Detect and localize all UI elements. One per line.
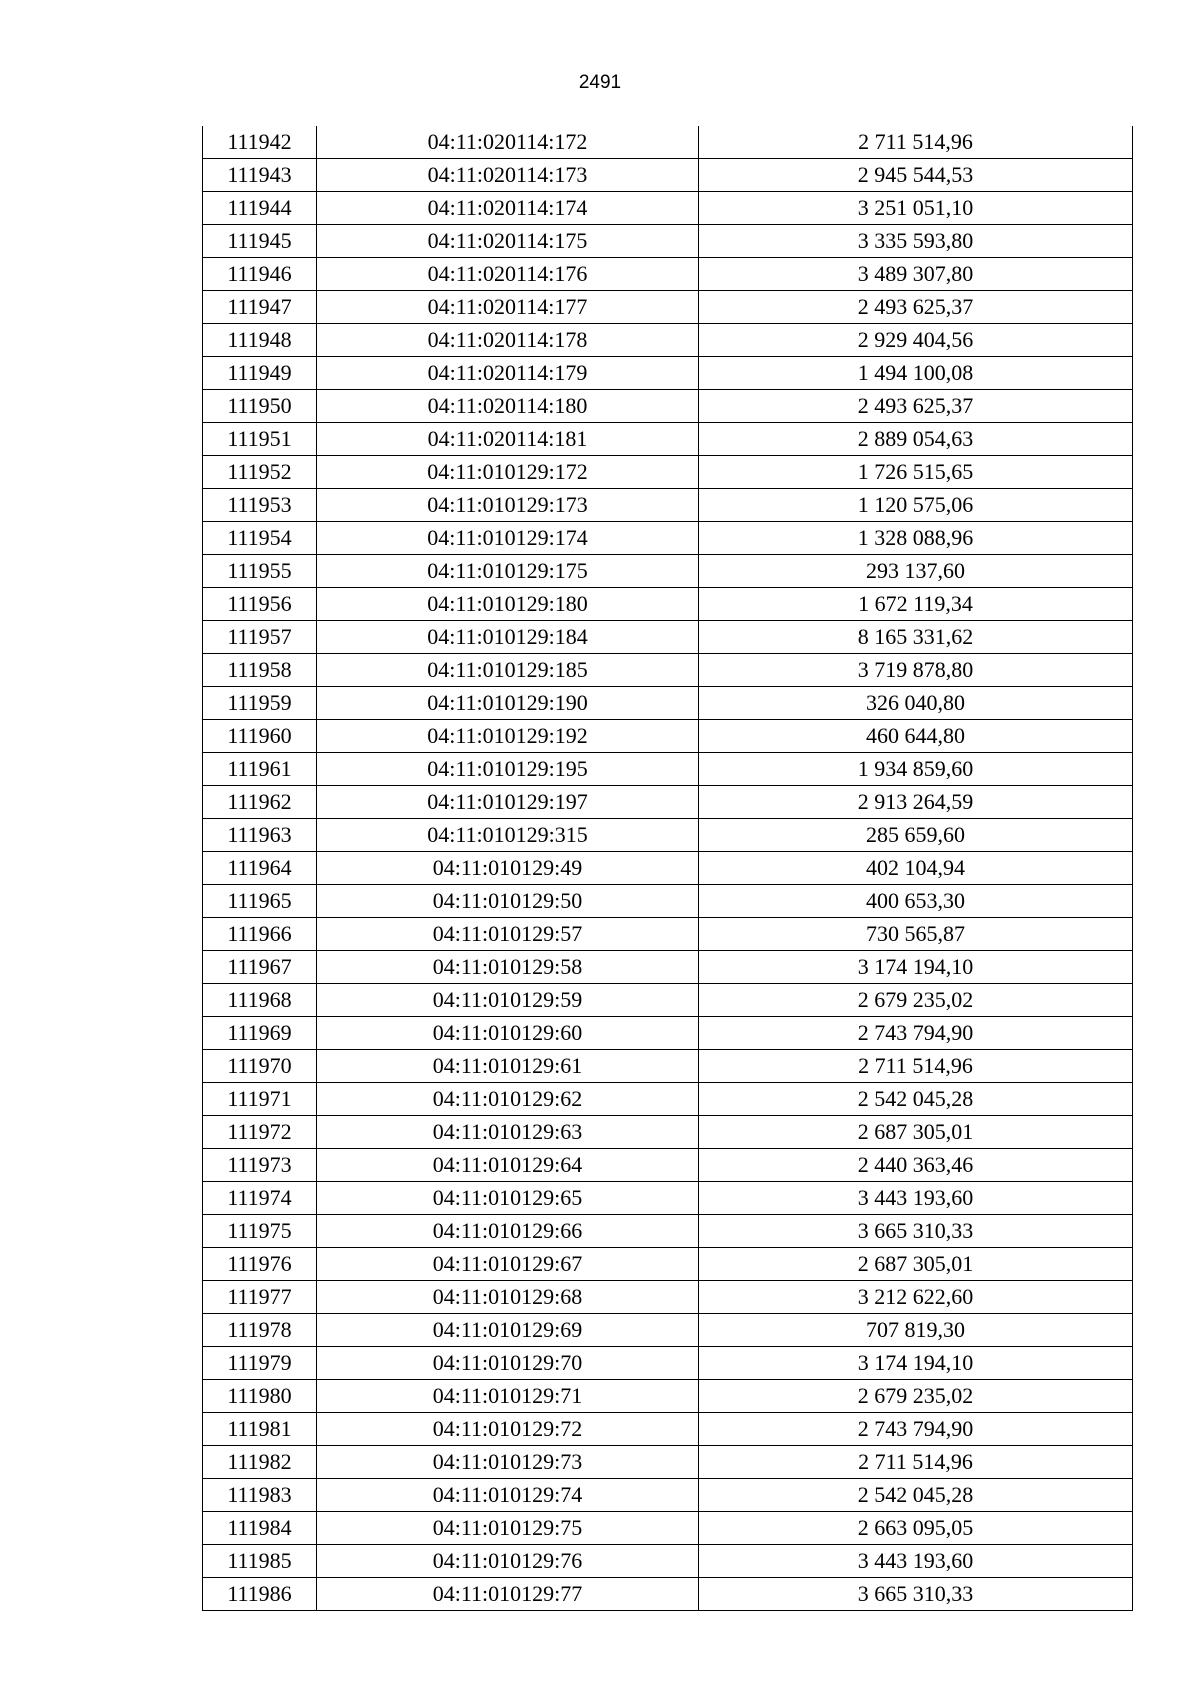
value-cell: 2 493 625,37 [699,291,1133,324]
row-number-cell: 111962 [203,786,317,819]
value-cell: 707 819,30 [699,1314,1133,1347]
row-number-cell: 111969 [203,1017,317,1050]
cadastral-number-cell: 04:11:010129:174 [317,522,699,555]
table-row [203,555,1133,588]
value-cell: 1 934 859,60 [699,753,1133,786]
table-row [203,1446,1133,1479]
value-cell: 2 687 305,01 [699,1116,1133,1149]
cadastral-number-cell: 04:11:020114:172 [317,126,699,159]
value-cell: 2 945 544,53 [699,159,1133,192]
cadastral-number-cell: 04:11:010129:172 [317,456,699,489]
cadastral-number-cell: 04:11:020114:181 [317,423,699,456]
cadastral-number-cell: 04:11:010129:59 [317,984,699,1017]
row-number-cell: 111949 [203,357,317,390]
value-cell: 402 104,94 [699,852,1133,885]
value-cell: 3 665 310,33 [699,1215,1133,1248]
value-cell: 1 672 119,34 [699,588,1133,621]
value-cell: 3 335 593,80 [699,225,1133,258]
row-number-cell: 111974 [203,1182,317,1215]
table-row [203,621,1133,654]
table-row [203,357,1133,390]
cadastral-number-cell: 04:11:010129:175 [317,555,699,588]
value-cell: 2 711 514,96 [699,126,1133,159]
value-cell: 3 174 194,10 [699,1347,1133,1380]
row-number-cell: 111943 [203,159,317,192]
cadastral-number-cell: 04:11:020114:175 [317,225,699,258]
row-number-cell: 111984 [203,1512,317,1545]
cadastral-number-cell: 04:11:010129:190 [317,687,699,720]
value-cell: 1 120 575,06 [699,489,1133,522]
row-number-cell: 111972 [203,1116,317,1149]
cadastral-number-cell: 04:11:010129:62 [317,1083,699,1116]
row-number-cell: 111983 [203,1479,317,1512]
table-row [203,588,1133,621]
row-number-cell: 111976 [203,1248,317,1281]
cadastral-number-cell: 04:11:010129:185 [317,654,699,687]
cadastral-number-cell: 04:11:020114:173 [317,159,699,192]
row-number-cell: 111950 [203,390,317,423]
row-number-cell: 111957 [203,621,317,654]
cadastral-number-cell: 04:11:010129:63 [317,1116,699,1149]
value-cell: 293 137,60 [699,555,1133,588]
cadastral-number-cell: 04:11:010129:50 [317,885,699,918]
table-row [203,654,1133,687]
value-cell: 285 659,60 [699,819,1133,852]
table-row [203,1545,1133,1578]
value-cell: 2 711 514,96 [699,1050,1133,1083]
table-row [203,1413,1133,1446]
cadastral-number-cell: 04:11:010129:75 [317,1512,699,1545]
table-row [203,753,1133,786]
table-row [203,225,1133,258]
cadastral-number-cell: 04:11:010129:68 [317,1281,699,1314]
row-number-cell: 111975 [203,1215,317,1248]
row-number-cell: 111960 [203,720,317,753]
cadastral-number-cell: 04:11:010129:66 [317,1215,699,1248]
value-cell: 3 443 193,60 [699,1182,1133,1215]
value-cell: 3 174 194,10 [699,951,1133,984]
row-number-cell: 111977 [203,1281,317,1314]
table-row [203,720,1133,753]
row-number-cell: 111973 [203,1149,317,1182]
data-table [202,126,1133,1611]
table-row [203,1083,1133,1116]
value-cell: 3 665 310,33 [699,1578,1133,1611]
table-row [203,786,1133,819]
cadastral-number-cell: 04:11:010129:69 [317,1314,699,1347]
table-row [203,291,1133,324]
cadastral-number-cell: 04:11:010129:65 [317,1182,699,1215]
table-row [203,1116,1133,1149]
cadastral-number-cell: 04:11:010129:71 [317,1380,699,1413]
cadastral-number-cell: 04:11:010129:61 [317,1050,699,1083]
value-cell: 2 687 305,01 [699,1248,1133,1281]
table-row [203,258,1133,291]
cadastral-number-cell: 04:11:010129:67 [317,1248,699,1281]
value-cell: 2 679 235,02 [699,1380,1133,1413]
row-number-cell: 111952 [203,456,317,489]
row-number-cell: 111946 [203,258,317,291]
row-number-cell: 111955 [203,555,317,588]
table-row [203,885,1133,918]
value-cell: 730 565,87 [699,918,1133,951]
row-number-cell: 111967 [203,951,317,984]
cadastral-number-cell: 04:11:010129:192 [317,720,699,753]
row-number-cell: 111944 [203,192,317,225]
cadastral-number-cell: 04:11:010129:197 [317,786,699,819]
row-number-cell: 111980 [203,1380,317,1413]
page-number: 2491 [578,72,622,93]
value-cell: 2 743 794,90 [699,1017,1133,1050]
value-cell: 460 644,80 [699,720,1133,753]
table-row [203,1182,1133,1215]
row-number-cell: 111966 [203,918,317,951]
table-row [203,819,1133,852]
cadastral-number-cell: 04:11:020114:177 [317,291,699,324]
table-row [203,918,1133,951]
row-number-cell: 111986 [203,1578,317,1611]
value-cell: 3 443 193,60 [699,1545,1133,1578]
row-number-cell: 111968 [203,984,317,1017]
value-cell: 1 494 100,08 [699,357,1133,390]
row-number-cell: 111951 [203,423,317,456]
cadastral-number-cell: 04:11:010129:58 [317,951,699,984]
cadastral-number-cell: 04:11:010129:64 [317,1149,699,1182]
cadastral-number-cell: 04:11:010129:72 [317,1413,699,1446]
table-row [203,687,1133,720]
table-row [203,1314,1133,1347]
table-row [203,1479,1133,1512]
row-number-cell: 111959 [203,687,317,720]
row-number-cell: 111945 [203,225,317,258]
row-number-cell: 111948 [203,324,317,357]
row-number-cell: 111965 [203,885,317,918]
value-cell: 2 711 514,96 [699,1446,1133,1479]
cadastral-number-cell: 04:11:020114:178 [317,324,699,357]
row-number-cell: 111985 [203,1545,317,1578]
value-cell: 8 165 331,62 [699,621,1133,654]
table-row [203,192,1133,225]
value-cell: 3 719 878,80 [699,654,1133,687]
row-number-cell: 111982 [203,1446,317,1479]
value-cell: 2 440 363,46 [699,1149,1133,1182]
value-cell: 400 653,30 [699,885,1133,918]
value-cell: 2 913 264,59 [699,786,1133,819]
cadastral-number-cell: 04:11:010129:76 [317,1545,699,1578]
value-cell: 2 663 095,05 [699,1512,1133,1545]
cadastral-number-cell: 04:11:020114:176 [317,258,699,291]
cadastral-number-cell: 04:11:010129:184 [317,621,699,654]
table-row [203,522,1133,555]
cadastral-number-cell: 04:11:010129:74 [317,1479,699,1512]
row-number-cell: 111970 [203,1050,317,1083]
cadastral-number-cell: 04:11:010129:70 [317,1347,699,1380]
value-cell: 2 889 054,63 [699,423,1133,456]
cadastral-number-cell: 04:11:020114:179 [317,357,699,390]
table-row [203,1281,1133,1314]
table-body [203,126,1133,1611]
table-row [203,324,1133,357]
table-row [203,1380,1133,1413]
table-row [203,1347,1133,1380]
value-cell: 2 493 625,37 [699,390,1133,423]
row-number-cell: 111956 [203,588,317,621]
cadastral-number-cell: 04:11:010129:173 [317,489,699,522]
table-row [203,1050,1133,1083]
value-cell: 326 040,80 [699,687,1133,720]
table-row [203,1578,1133,1611]
cadastral-number-cell: 04:11:010129:49 [317,852,699,885]
table-row [203,1017,1133,1050]
cadastral-number-cell: 04:11:010129:315 [317,819,699,852]
value-cell: 2 542 045,28 [699,1083,1133,1116]
table-row [203,984,1133,1017]
value-cell: 1 726 515,65 [699,456,1133,489]
value-cell: 2 743 794,90 [699,1413,1133,1446]
table-row [203,159,1133,192]
table-row [203,390,1133,423]
cadastral-number-cell: 04:11:010129:57 [317,918,699,951]
table-row [203,1248,1133,1281]
cadastral-number-cell: 04:11:010129:77 [317,1578,699,1611]
table-row [203,456,1133,489]
row-number-cell: 111971 [203,1083,317,1116]
table-row [203,852,1133,885]
value-cell: 1 328 088,96 [699,522,1133,555]
row-number-cell: 111978 [203,1314,317,1347]
value-cell: 2 542 045,28 [699,1479,1133,1512]
table-row [203,1512,1133,1545]
cadastral-number-cell: 04:11:020114:174 [317,192,699,225]
table-row [203,489,1133,522]
row-number-cell: 111953 [203,489,317,522]
table-row [203,951,1133,984]
table-row [203,1215,1133,1248]
row-number-cell: 111942 [203,126,317,159]
row-number-cell: 111963 [203,819,317,852]
row-number-cell: 111947 [203,291,317,324]
cadastral-number-cell: 04:11:010129:180 [317,588,699,621]
row-number-cell: 111981 [203,1413,317,1446]
cadastral-number-cell: 04:11:010129:60 [317,1017,699,1050]
value-cell: 2 679 235,02 [699,984,1133,1017]
value-cell: 3 251 051,10 [699,192,1133,225]
row-number-cell: 111961 [203,753,317,786]
cadastral-number-cell: 04:11:010129:195 [317,753,699,786]
table-row [203,126,1133,159]
table-row [203,1149,1133,1182]
value-cell: 3 212 622,60 [699,1281,1133,1314]
value-cell: 2 929 404,56 [699,324,1133,357]
row-number-cell: 111979 [203,1347,317,1380]
cadastral-number-cell: 04:11:010129:73 [317,1446,699,1479]
row-number-cell: 111964 [203,852,317,885]
cadastral-number-cell: 04:11:020114:180 [317,390,699,423]
row-number-cell: 111958 [203,654,317,687]
table-row [203,423,1133,456]
value-cell: 3 489 307,80 [699,258,1133,291]
row-number-cell: 111954 [203,522,317,555]
